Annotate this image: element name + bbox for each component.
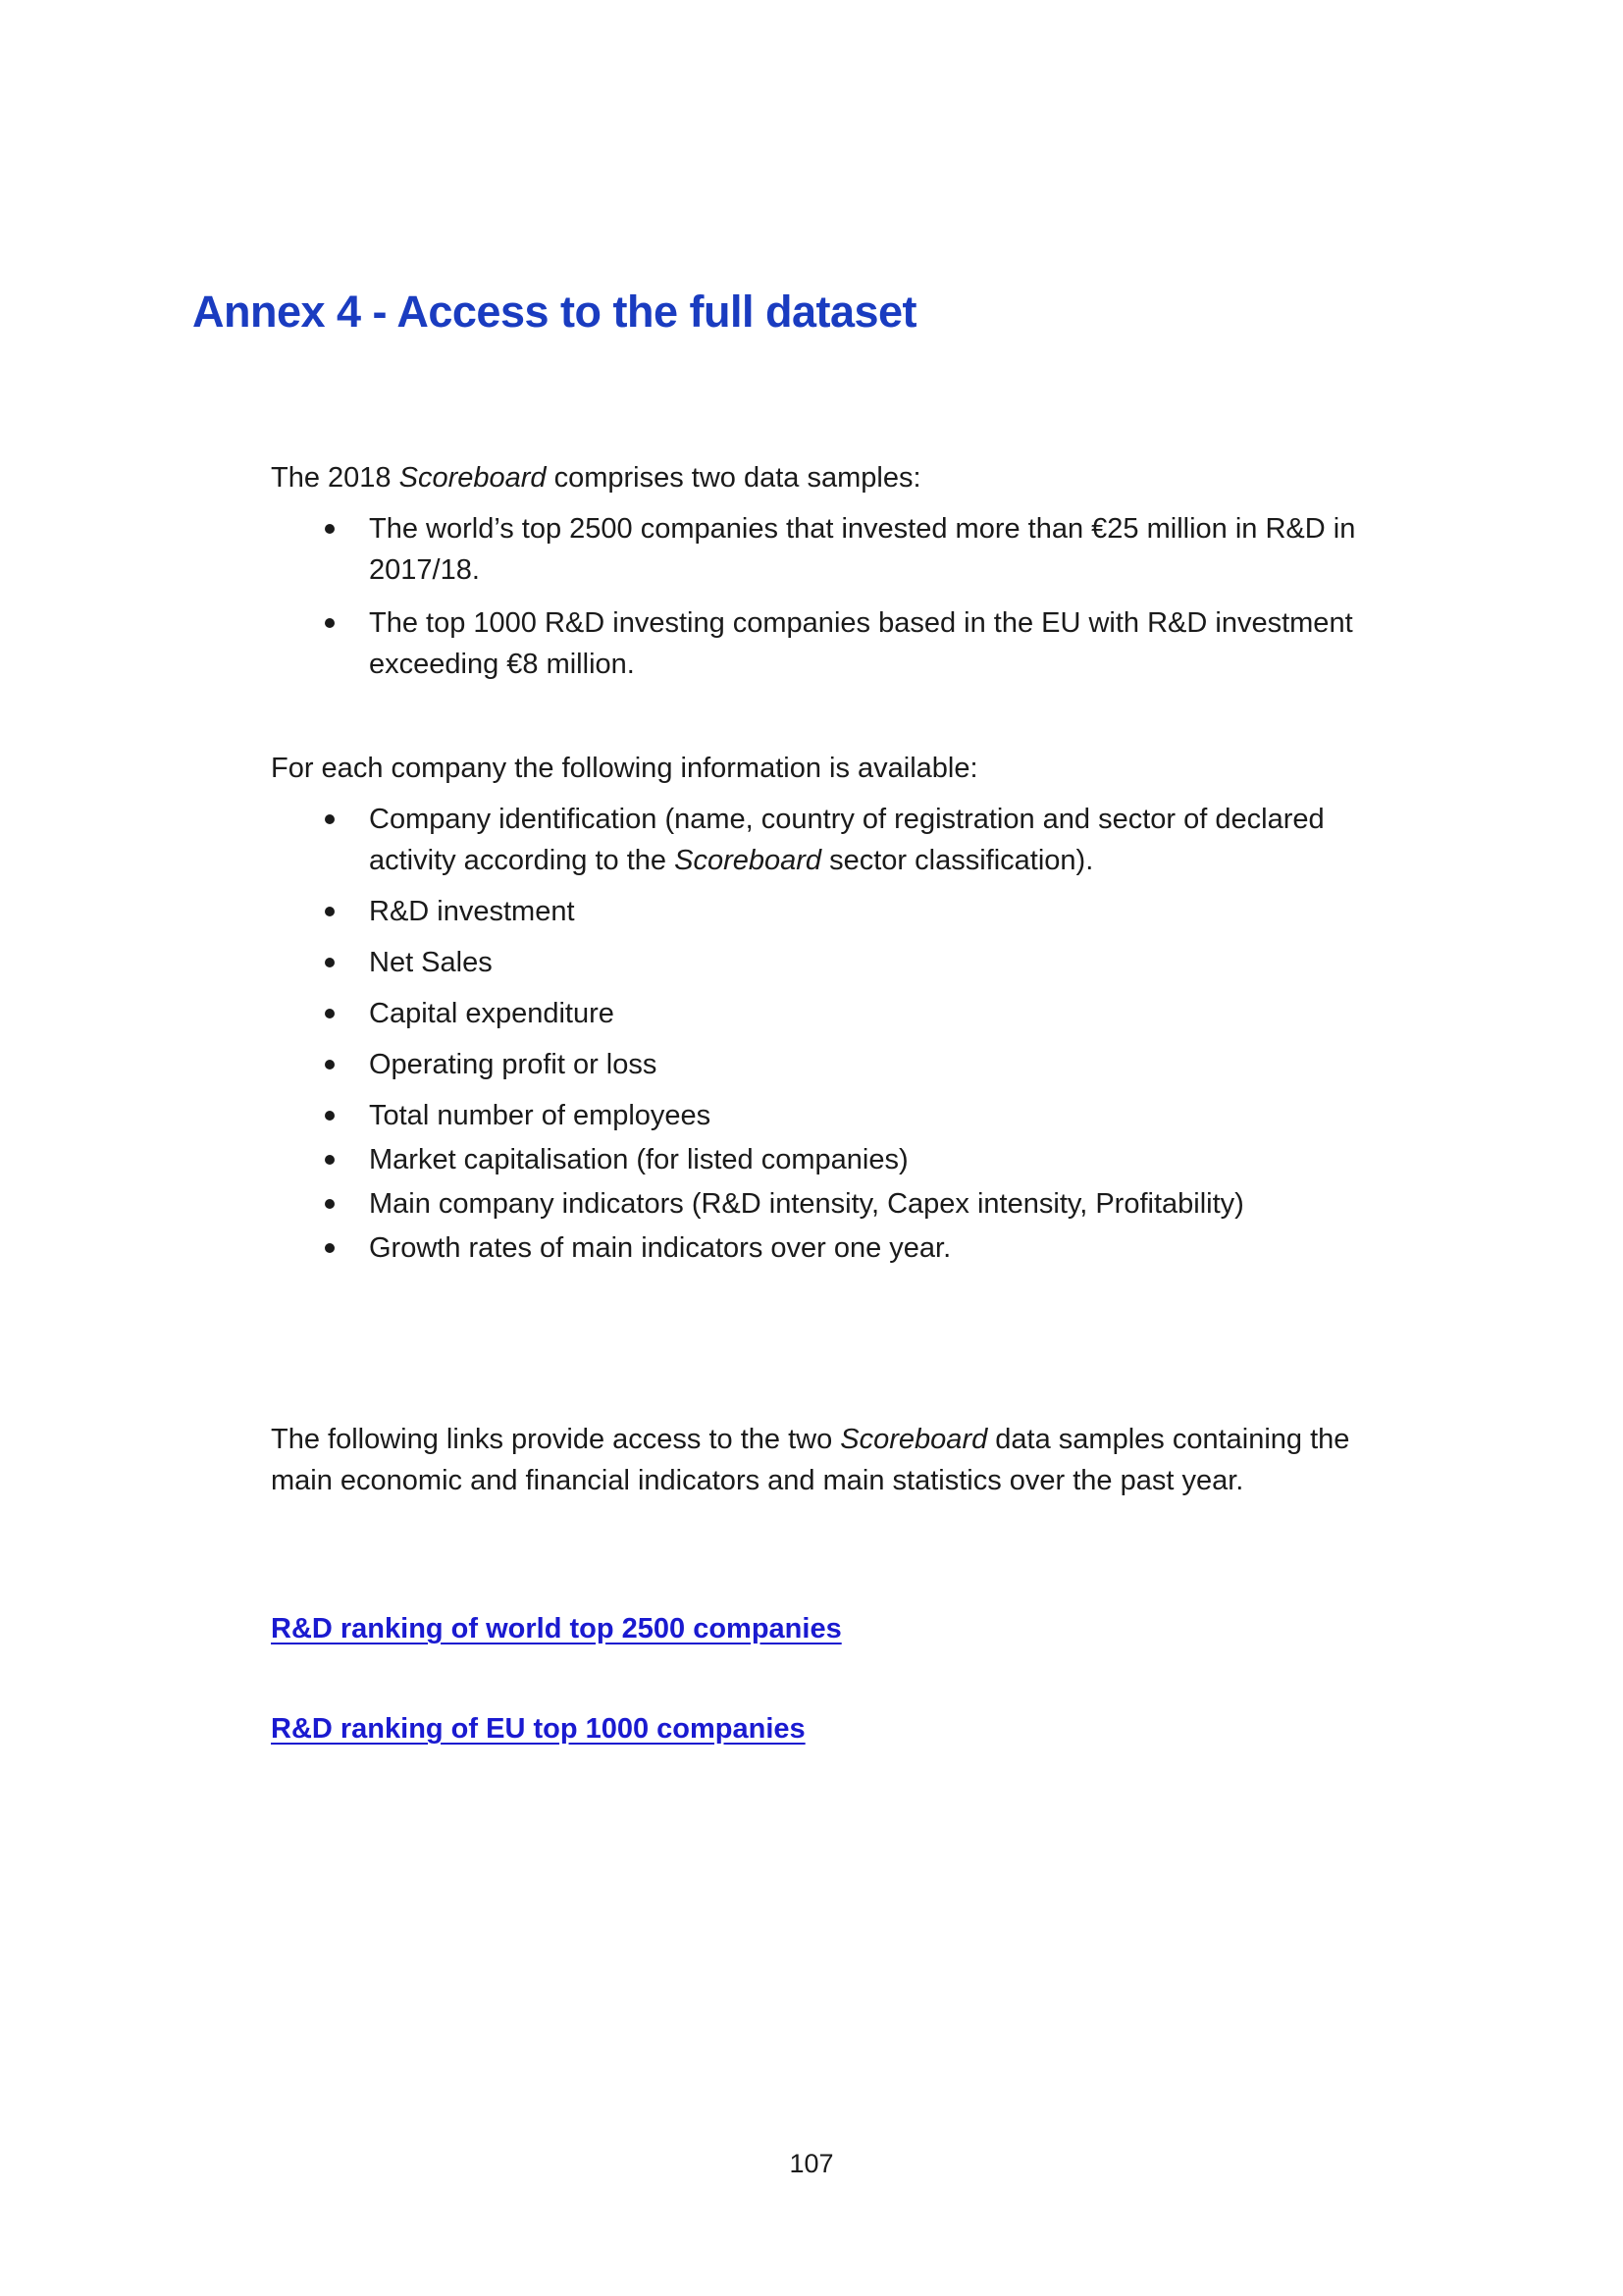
links-intro-text-italic: Scoreboard bbox=[840, 1424, 988, 1455]
bullet-icon bbox=[325, 907, 335, 916]
list-item bbox=[271, 1227, 1360, 1269]
list-item bbox=[271, 1183, 1360, 1225]
list-item bbox=[271, 891, 1360, 932]
list-item bbox=[271, 1044, 1360, 1085]
links-intro-text: data samples containing the main economic and financial indicators and main statistics over the past year. bbox=[271, 1424, 1350, 1496]
bullet-icon bbox=[325, 814, 335, 824]
list-item bbox=[271, 993, 1360, 1034]
list-item bbox=[271, 602, 1360, 685]
list-item bbox=[271, 942, 1360, 983]
bullet-icon bbox=[325, 1009, 335, 1018]
list-item bbox=[271, 799, 1360, 881]
list-item-text: Growth rates of main indicators over one year. bbox=[369, 1232, 952, 1264]
samples-intro bbox=[271, 457, 1360, 498]
samples-section bbox=[271, 457, 1360, 685]
list-item-text: Operating profit or loss bbox=[369, 1049, 657, 1080]
list-item-text: sector classification). bbox=[821, 845, 1094, 876]
world-top-2500-link[interactable]: R&D ranking of world top 2500 companies bbox=[271, 1613, 842, 1644]
page-title: Annex 4 - Access to the full dataset bbox=[192, 287, 917, 337]
bullet-icon bbox=[325, 958, 335, 967]
list-item bbox=[271, 1139, 1360, 1180]
info-intro: For each company the following information is available: bbox=[271, 753, 978, 784]
bullet-icon bbox=[325, 1243, 335, 1253]
list-item-text: Main company indicators (R&D intensity, Capex intensity, Profitability) bbox=[369, 1188, 1244, 1220]
bullet-icon bbox=[325, 1199, 335, 1209]
info-section bbox=[271, 748, 1360, 1269]
links-intro-text: The following links provide access to the two bbox=[271, 1424, 841, 1455]
list-item-text: Net Sales bbox=[369, 947, 493, 978]
intro-text-prefix: The 2018 bbox=[271, 462, 399, 494]
list-item-text: Market capitalisation (for listed companies) bbox=[369, 1144, 909, 1175]
list-item bbox=[271, 1095, 1360, 1136]
list-item-text: The world’s top 2500 companies that invested more than €25 million in R&D in 2017/18. bbox=[369, 513, 1356, 586]
list-item-text: R&D investment bbox=[369, 896, 575, 927]
eu-top-1000-link[interactable]: R&D ranking of EU top 1000 companies bbox=[271, 1713, 806, 1745]
bullet-icon bbox=[325, 1155, 335, 1165]
page-number: 107 bbox=[789, 2149, 834, 2178]
bullet-icon bbox=[325, 1111, 335, 1121]
list-item-text: Company identification (name, country of registration and sector of declared activity according to the bbox=[369, 804, 1325, 876]
info-list bbox=[271, 799, 1360, 1269]
list-item-text-italic: Scoreboard bbox=[674, 845, 822, 876]
list-item bbox=[271, 508, 1360, 591]
bullet-icon bbox=[325, 524, 335, 534]
links-intro bbox=[271, 1419, 1360, 1501]
bullet-icon bbox=[325, 1060, 335, 1070]
list-item-text: Capital expenditure bbox=[369, 998, 614, 1029]
bullet-icon bbox=[325, 618, 335, 628]
links-intro-section bbox=[271, 1419, 1360, 1501]
intro-text-italic: Scoreboard bbox=[398, 462, 547, 494]
list-item-text: Total number of employees bbox=[369, 1100, 711, 1131]
samples-list bbox=[271, 508, 1360, 685]
intro-text-suffix: comprises two data samples: bbox=[546, 462, 921, 494]
list-item-text: The top 1000 R&D investing companies based in the EU with R&D investment exceeding €8 million. bbox=[369, 607, 1353, 680]
